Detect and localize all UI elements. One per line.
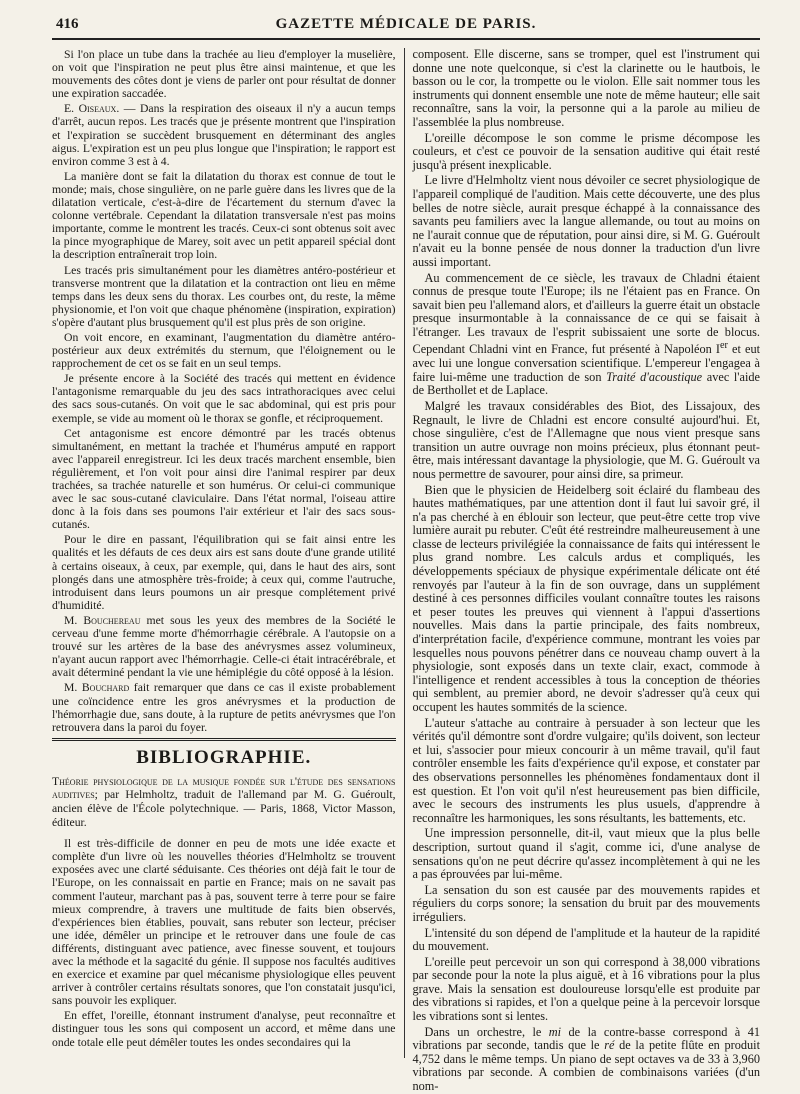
paragraph-chladni (413, 272, 761, 398)
bouchard-lead: M. Bouchard (64, 681, 130, 695)
paragraph: Bien que le physicien de Heidelberg soit éclairé du flambeau des hautes mathématiques, par une attention dont il faut lui savoir gré, il n'a pas cherché à en éblouir son lecteur, que peut-être cette trop vive lumière aurait pu rebuter. C'eût été restreindre malheureusement à une classe de lecteurs privilégiée la connaissance de faits qui intéressent le plus grand nombre. Les calculs ardus et compliqués, les développements spéciaux de physique expérimentale délicate ont été renvoyés par l'auteur à la fin de son ouvrage, dans un supplément destiné à ces personnes difficiles voulant connaître toutes les raisons et peser toutes les preuves qui viennent à l'appui d'assertions nouvelles. Mais dans la partie principale, des faits nombreux, d'interprétation facile, d'expérience commune, montrant les voies par lesquelles nous pouvons pénétrer dans ce nouveau champ ouvert à la physiologie, sont exposés dans un texte clair, exact, commode à l'intelligence et rendent accessibles à tous la conception de théories qui semblent, au premier abord, ne devoir s'adresser qu'à ceux qui occupent les hautes sommités de la science. (412, 482, 760, 714)
paragraph: composent. Elle discerne, sans se tromper, quel est l'instrument qui donne une note quelconque, si c'est la clarinette ou le hautbois, le basson ou le cor, la trompette ou le violon. Elle sait nommer tous les instruments qui donnent ensemble une note de même hauteur; elle sait reconnaître, sans la voir, la personne qui a la parole au milieu de l'assemblée la plus nombreuse. (412, 47, 760, 129)
page-number: 416 (56, 16, 79, 32)
paragraph: L'oreille décompose le son comme le prisme décompose les couleurs, et c'est ce pouvoir de la sensation auditive qui était resté jusqu'à présent inexplicable. (412, 130, 760, 172)
paragraph-bouchard (52, 681, 396, 733)
book-title-italic: Traité d'acoustique (606, 369, 703, 384)
orchestre-text-1: Dans un orchestre, le (424, 1024, 549, 1039)
note-re: ré (604, 1038, 615, 1053)
paragraph-text: Dans la respiration des oiseaux il n'y a aucun temps d'arrêt, aucun repos. Les tracés que je présente montrent que l'inspiration et l'expiration se succèdent brusquement en déterminant des angles aigus. L'expiration est un peu plus longue que l'inspiration; le rapport est environ comme 3 est à 4. (52, 102, 396, 168)
chladni-text-2: et eut avec lui une longue conversation scientifique. L'empereur l'engagea à faire lui-même une traduction de son (412, 342, 761, 384)
note-mi: mi (548, 1024, 562, 1039)
book-title: Théorie physiologique de la musique fondée sur l'étude des sensations auditives; (52, 774, 396, 802)
paragraph: Cet antagonisme est encore démontré par les tracés obtenus simultanément, en mettant la trachée et l'humérus amputé en rapport avec l'appareil enregistreur. Ici les deux tracés marchent ensemble, bien régulièrement, et l'on voit pour ainsi dire l'animal respirer par deux trachées, sa trachée naturelle et son humérus. Or celui-ci communique avec le sac sous-cutané claviculaire. Dans l'état normal, l'oiseau attire donc à la fois dans ses poumons l'air extérieur et l'air des sacs sous-cutanés. (52, 426, 396, 532)
paragraph-orchestre (413, 1026, 761, 1094)
paragraph: Le livre d'Helmholtz vient nous dévoiler ce secret physiologique de l'appareil compliqué de l'audition. Mais cette découverte, une des plus belles de notre siècle, aurait presque échappé à la connaissance des savants peu familiers avec la langue allemande, ou tout au moins on ne l'aurait connue que de réputation, pour ainsi dire, si M. G. Guéroult n'avait eu la bonne pensée de nous donner la traduction d'un livre aussi important. (412, 173, 760, 269)
paragraph: Malgré les travaux considérables des Biot, des Lissajoux, des Regnault, le livre de Chladni est encore consulté aujourd'hui. Et, chose singulière, c'est de l'Allemagne que nous vient presque sans transition un autre ouvrage non moins précieux, plus étonnant peut-être, mais intéressant davantage la physiologie, que M. G. Guéroult va nous permettre de savourer, pour ainsi dire, sa primeur. (412, 398, 760, 481)
left-column (52, 48, 404, 1058)
running-title: GAZETTE MÉDICALE DE PARIS. (275, 16, 537, 32)
orchestre-text-2: de la contre-basse correspond à 41 vibrations par seconde, tandis que le (412, 1024, 760, 1053)
section-separator (52, 738, 396, 741)
paragraph: L'auteur s'attache au contraire à persuader à son lecteur que les vérités qu'il démontre sont d'ordre vulgaire; qu'ils doivent, son lecteur et lui, s'associer pour mieux concourir à un même travail, qu'il faut contrôler ensemble les faits d'expérience qu'il expose, et constater par des observations personnelles les phénomènes fondamentaux dont il est question. Et l'on voit qu'il n'est heureusement pas bien difficile, avec le secours des instruments les plus usuels, d'apprendre à reconnaître les harmoniques, les sons résultants, les battements, etc. (412, 715, 760, 825)
paragraph: L'oreille peut percevoir un son qui correspond à 38,000 vibrations par seconde pour la note la plus aiguë, et à 16 vibrations pour la plus grave. Mais la sensation est douloureuse lorsqu'elle est produite par des vibrations si rapides, et l'on a quelque peine à la percevoir lorsque les vibrations sont si lentes. (412, 954, 760, 1024)
paragraph: La sensation du son est causée par des mouvements rapides et réguliers du corps sonore; la sensation du bruit par des mouvements irréguliers. (412, 882, 760, 924)
book-details: par Helmholtz, traduit de l'allemand par M. G. Guéroult, ancien élève de l'École polytechnique. — Paris, 1868, Victor Masson, éditeur. (52, 788, 396, 829)
paragraph-text: met sous les yeux des membres de la Société le cerveau d'une femme morte d'hémorrhagie cérébrale. A l'autopsie on a trouvé sur les artères de la base des anévrysmes assez volumineux, n'ayant aucun rapport avec l'hémorrhagie. Celle-ci était intracérébrale, et avait déterminé pendant la vie une hémiplégie du côté opposé à la lésion. (52, 613, 396, 680)
paragraph: Il est très-difficile de donner en peu de mots une idée exacte et complète d'un livre où les nouvelles théories d'Helmholtz se trouvent exposées avec une clarté séduisante. Ces théories ont déjà fait le tour de l'Europe, on les connaissait en partie en France; mais on ne savait pas comment l'auteur, marchant pas à pas, souvent terre à terre pour se faire mieux comprendre, à travers une multitude de faits bien observés, d'expériences bien établies, pouvait, sans rebuter son lecteur, préciser une idée, démêler un principe et le retrouver dans une foule de cas différents, distinguant avec patience, avec finesse souvent, et toujours avec la méthode et la sagacité du génie. Il suppose nos facultés auditives en exercice et examine par quel mécanisme physiologique elles peuvent arriver à contrôler certains résultats sonores, que l'on constatait jusqu'ici, sans pouvoir les expliquer. (52, 837, 396, 1008)
paragraph: Pour le dire en passant, l'équilibration qui se fait ainsi entre les qualités et les défauts de ces deux airs est sans doute d'une grande utilité à certains oiseaux, à ceux, par exemple, qui, dans le haut des airs, sont plongés dans une atmosphère très-froide; à ceux qui, comme l'autruche, introduisent dans leurs poumons un air presque complétement privé d'humidité. (52, 533, 396, 612)
page-header (52, 12, 760, 40)
paragraph: La manière dont se fait la dilatation du thorax est connue de tout le monde; mais, chose singulière, on ne parle guère dans les livres que de la dilatation verticale, c'est-à-dire de l'écartement du sternum d'avec la colonne vertébrale. Cependant la dilatation transversale n'est pas moins importante, comme le montrent les tracés. Ceux-ci sont obtenus soit avec la pince myographique de Marey, soit avec un petit appareil spécial dont la description entraînerait trop loin. (52, 169, 396, 262)
paragraph-oiseaux (52, 102, 396, 167)
section-title: BIBLIOGRAPHIE. (136, 746, 312, 768)
chladni-text-3: avec l'aide de Berthollet et de Laplace. (412, 369, 761, 398)
paragraph: En effet, l'oreille, étonnant instrument d'analyse, peut reconnaître et distinguer tous les sons qui composent un accord, et même dans une onde totale elle peut démêler toutes les ondes secondaires qui la (52, 1009, 396, 1049)
book-citation (52, 775, 396, 829)
paragraph: Les tracés pris simultanément pour les diamètres antéro-postérieur et transverse montrent que la dilatation et la contraction ont lieu en même temps dans les deux sens du thorax. Les courbes ont, du reste, la même physionomie, et l'on voit que chaque phénomène (inspiration, expiration) s'opère d'autant plus brusquement qu'il est plus près de son origine. (52, 263, 396, 329)
paragraph-text: fait remarquer que dans ce cas il existe probablement une coïncidence entre les gros anévrysmes et la production de l'hémorrhagie due, sans doute, à la rupture de petits anévrysmes que l'on retrouvera dans la paroi du foyer. (52, 681, 396, 734)
two-column-body (52, 47, 761, 1094)
bouchereau-lead: M. Bouchereau (64, 613, 141, 627)
paragraph: Une impression personnelle, dit-il, vaut mieux que la plus belle description, surtout quand il s'agit, comme ici, d'une analyse de sensations qu'on ne peut décrire qu'assez incomplètement à qui ne les a pas éprouvées par lui-même. (412, 826, 760, 882)
paragraph-bouchereau (52, 614, 396, 679)
chladni-text-1: Au commencement de ce siècle, les travaux de Chladni étaient connus de presque toute l'Europe; ils ne l'étaient pas en France. On savait bien peu l'allemand alors, et d'ailleurs la guerre était un obstacle presque insurmontable à la connaissance de ce qui se faisait à l'étranger. Les travaux de l'esprit subissaient une sorte de blocus. Cependant Chladni vint en France, fut présenté à Napoléon I (412, 270, 760, 357)
oiseaux-lead: E. Oiseaux. — (64, 102, 136, 116)
paragraph: Je présente encore à la Société des tracés qui mettent en évidence l'antagonisme remarquable du jeu des sacs intrathoraciques avec celui des sacs sous-cutanés. On voit que le sac abdominal, qui est pris pour exemple, se vide au moment où le thorax se gonfle, et réciproquement. (52, 372, 396, 425)
paragraph: Si l'on place un tube dans la trachée au lieu d'employer la muselière, on voit que l'inspiration ne peut plus être ainsi maintenue, et que les mouvements des côtes dont je viens de parler ont pour résultat de donner une expiration saccadée. (52, 48, 396, 101)
right-column (405, 47, 761, 1094)
paragraph: On voit encore, en examinant, l'augmentation du diamètre antéro-postérieur aux deux extrémités du sternum, que l'éloignement ou le rapprochement de cet os se fait en un seul temps. (52, 330, 396, 371)
paragraph: L'intensité du son dépend de l'amplitude et la hauteur de la rapidité du mouvement. (412, 925, 760, 954)
superscript: er (719, 340, 728, 352)
orchestre-text-3: de la petite flûte en produit 4,752 dans le même temps. Un piano de sept octaves va de 33 à 3,960 vibrations par seconde. A combien de combinaisons variées (d'un nom- (412, 1038, 761, 1094)
